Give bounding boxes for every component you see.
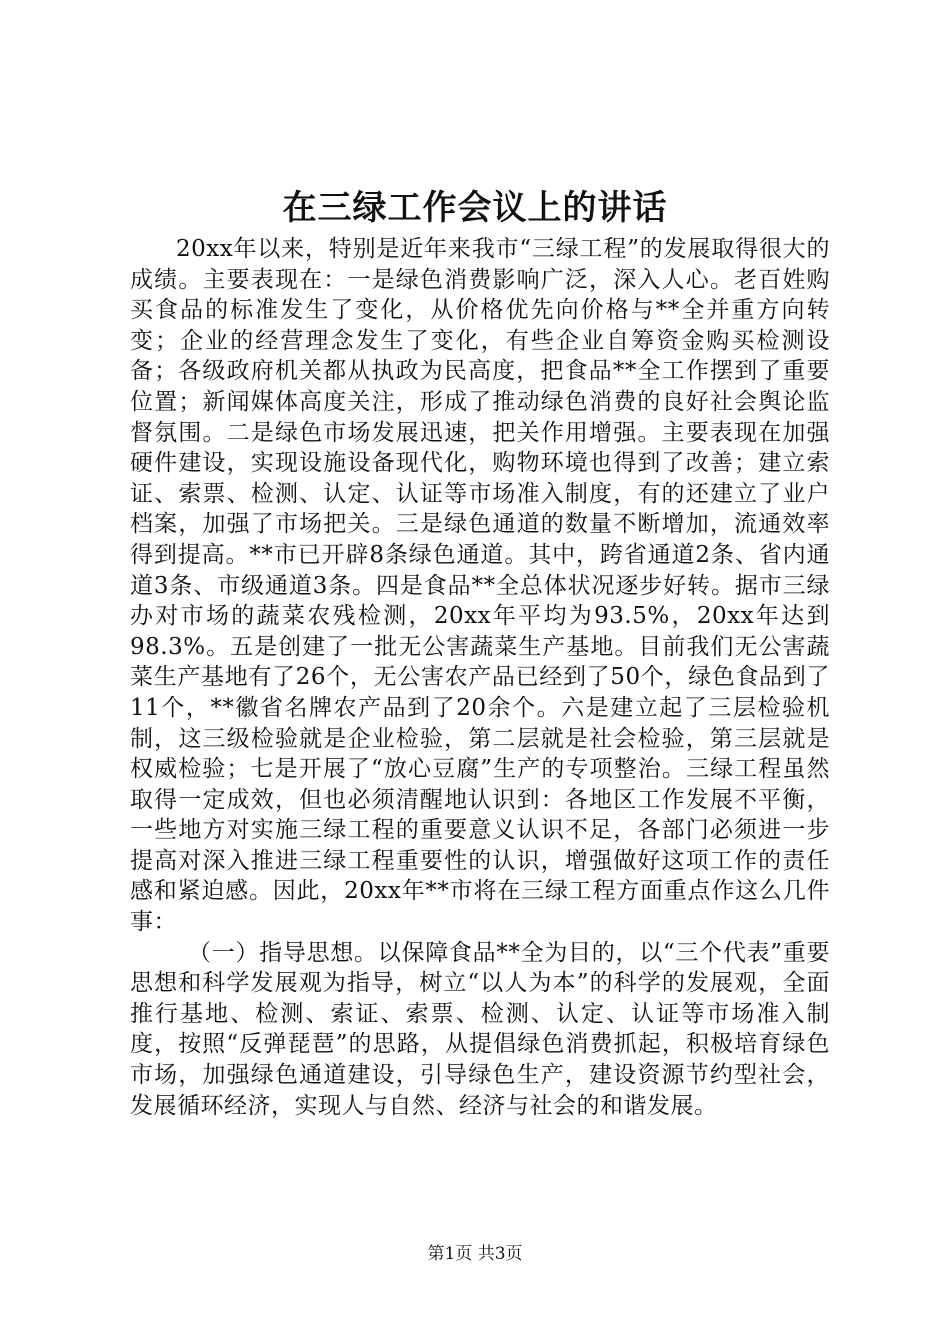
- document-title: 在三绿工作会议上的讲话: [282, 188, 668, 228]
- paragraph-1: 20xx年以来，特别是近年来我市“三绿工程”的发展取得很大的成绩。主要表现在：一是绿色消费影响广泛，深入人心。老百姓购买食品的标准发生了变化，从价格优先向价格与**全并重方向转变；企业的经营理念发生了变化，有些企业自筹资金购买检测设备；各级政府机关都从执政为民高度，把食品**全工作摆到了重要位置；新闻媒体高度关注，形成了推动绿色消费的良好社会舆论监督氛围。二是绿色市场发展迅速，把关作用增强。主要表现在加强硬件建设，实现设施设备现代化，购物环境也得到了改善；建立索证、索票、检测、认定、认证等市场准入制度，有的还建立了业户档案，加强了市场把关。三是绿色通道的数量不断增加，流通效率得到提高。**市已开辟8条绿色通道。其中，跨省通道2条、省内通道3条、市级通道3条。四是食品**全总体状况逐步好转。据市三绿办对市场的蔬菜农残检测，20xx年平均为93.5%，20xx年达到98.3%。五是创建了一批无公害蔬菜生产基地。目前我们无公害蔬菜生产基地有了26个，无公害农产品已经到了50个，绿色食品到了11个，**徽省名牌农产品到了20余个。六是建立起了三层检验机制，这三级检验就是企业检验，第二层就是社会检验，第三层就是权威检验；七是开展了“放心豆腐”生产的专项整治。三绿工程虽然取得一定成效，但也必须清醒地认识到：各地区工作发展不平衡，一些地方对实施三绿工程的重要意义认识不足，各部门必须进一步提高对深入推进三绿工程重要性的认识，增强做好这项工作的责任感和紧迫感。因此，20xx年**市将在三绿工程方面重点作这么几件事：: [130, 236, 830, 936]
- page-number-footer: 第1页 共3页: [427, 1244, 523, 1264]
- document-body: [130, 234, 830, 1121]
- paragraph-2: （一）指导思想。以保障食品**全为目的，以“三个代表”重要思想和科学发展观为指导，树立“以人为本”的科学的发展观，全面推行基地、检测、索证、索票、检测、认定、认证等市场准入制度，按照“反弹琵琶”的思路，从提倡绿色消费抓起，积极培育绿色市场，加强绿色通道建设，引导绿色生产，建设资源节约型社会，发展循环经济，实现人与自然、经济与社会的和谐发展。: [130, 939, 830, 1119]
